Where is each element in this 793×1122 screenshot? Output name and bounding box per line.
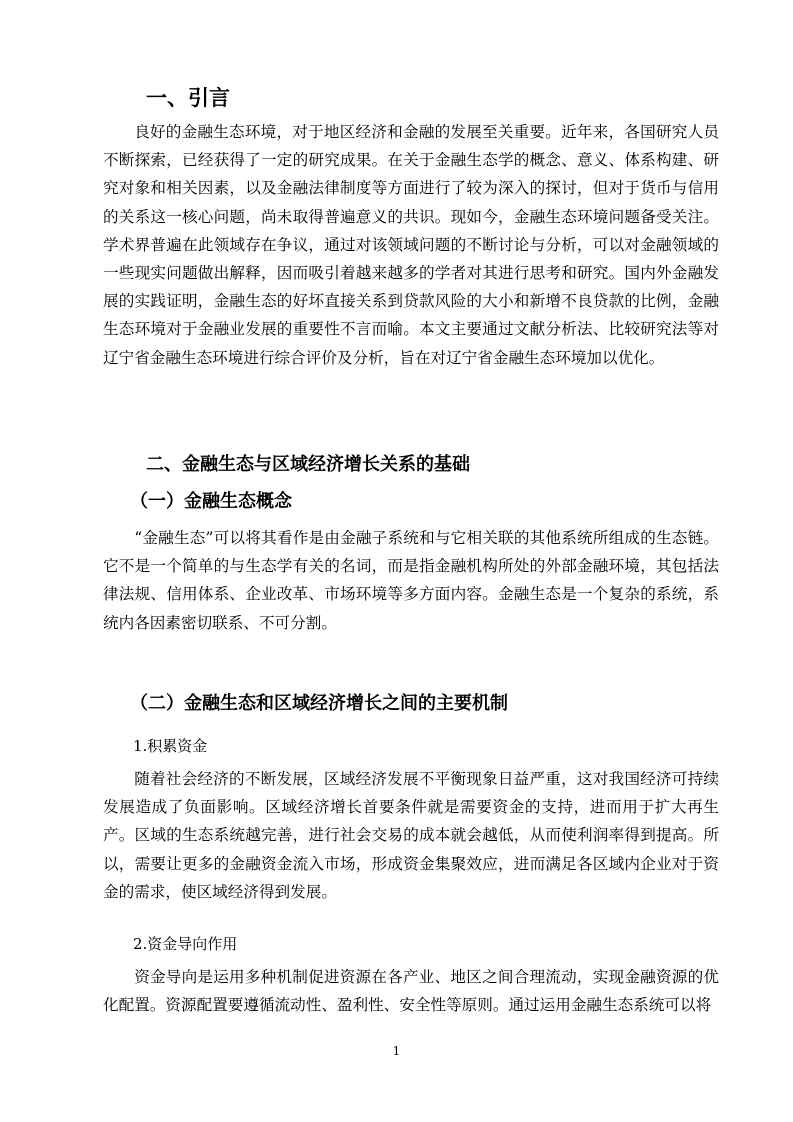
page-number: 1 [392, 1044, 401, 1058]
section-heading-basis: 二、金融生态与区域经济增长关系的基础 [146, 454, 470, 475]
subsection-heading-concept: （一）金融生态概念 [130, 491, 292, 512]
introduction-paragraph: 良好的金融生态环境，对于地区经济和金融的发展至关重要。近年来，各国研究人员不断探索，已经获得了一定的研究成果。在关于金融生态学的概念、意义、体系构建、研究对象和相关因素，以及金融法律制度等方面进行了较为深入的探讨，但对于货币与信用的关系这一核心问题，尚未取得普遍意义的共识。现如今，金融生态环境问题备受关注。学术界普遍在此领域存在争议，通过对该领域问题的不断讨论与分析，可以对金融领域的一些现实问题做出解释，因而吸引着越来越多的学者对其进行思考和研究。国内外金融发展的实践证明，金融生态的好坏直接关系到贷款风险的大小和新增不良贷款的比例，金融生态环境对于金融业发展的重要性不言而喻。本文主要通过文献分析法、比较研究法等对辽宁省金融生态环境进行综合评价及分析，旨在对辽宁省金融生态环境加以优化。 [103, 123, 719, 367]
section-heading-introduction: 一、引言 [146, 86, 230, 110]
accumulate-funds-paragraph: 随着社会经济的不断发展，区域经济发展不平衡现象日益严重，这对我国经济可持续发展造成了负面影响。区域经济增长首要条件就是需要资金的支持，进而用于扩大再生产。区域的生态系统越完善，进行社会交易的成本就会越低，从而使利润率得到提高。所以，需要让更多的金融资金流入市场，形成资金集聚效应，进而满足各区域内企业对于资金的需求，使区域经济得到发展。 [103, 770, 719, 901]
fund-guidance-paragraph: 资金导向是运用多种机制促进资源在各产业、地区之间合理流动，实现金融资源的优化配置。资源配置要遵循流动性、盈利性、安全性等原则。通过运用金融生态系统可以将 [103, 968, 719, 1015]
concept-paragraph: “金融生态”可以将其看作是由金融子系统和与它相关联的其他系统所组成的生态链。它不是一个简单的与生态学有关的名词，而是指金融机构所处的外部金融环境，其包括法律法规、信用体系、企业改革、市场环境等多方面内容。金融生态是一个复杂的系统，系统内各因素密切联系、不可分割。 [103, 529, 719, 632]
subheading-fund-guidance: 2.资金导向作用 [133, 935, 238, 953]
subheading-accumulate-funds: 1.积累资金 [133, 737, 208, 755]
subsection-heading-mechanism: （二）金融生态和区域经济增长之间的主要机制 [130, 693, 508, 714]
